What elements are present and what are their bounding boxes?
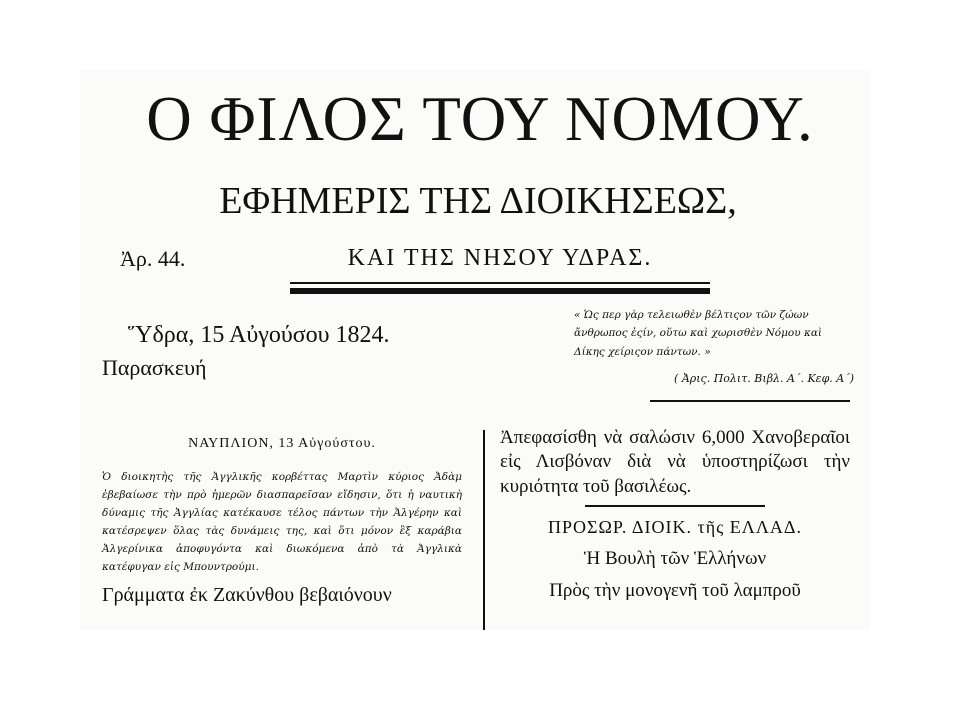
newspaper-title: Ο ΦΙΛΟΣ ΤΟΥ ΝΟΜΟΥ.	[146, 84, 814, 154]
address-line: Πρὸς τὴν μονογενῆ τοῦ λαμπροῦ	[549, 579, 801, 601]
left-column	[102, 436, 462, 608]
newspaper-page	[80, 70, 870, 630]
column-divider	[483, 430, 485, 630]
right-column	[500, 426, 850, 602]
article-zakynthos-start: Γράμματα ἐκ Ζακύνθου βεβαιόνουν	[102, 584, 392, 607]
motto-quote: « Ὡς περ γὰρ τελειωθὲν βέλτιςον τῶν ζώων ἄνθρωπος ἐςίν, οὕτω καὶ χωρισθὲν Νόμου καὶ Δίκης χείριςον πάντων. »	[574, 309, 823, 358]
masthead-rule-thin	[290, 282, 710, 284]
government-heading: ΠΡΟΣΩΡ. ΔΙΟΙΚ. τῆς ΕΛΛΑΔ.	[548, 516, 802, 537]
masthead-rule-thick	[290, 288, 710, 294]
council-line: Ἡ Βουλὴ τῶν Ἑλλήνων	[583, 547, 767, 569]
newspaper-subtitle-2: ΚΑΙ ΤΗΣ ΝΗΣΟΥ ΥΔΡΑΣ.	[347, 245, 653, 271]
newspaper-subtitle: ΕΦΗΜΕΡΙΣ ΤΗΣ ΔΙΟΙΚΗΣΕΩΣ,	[219, 180, 737, 222]
section-rule	[585, 505, 765, 507]
article-body-nafplion: Ὁ διοικητὴς τῆς Ἀγγλικῆς κορβέττας Μαρτὶν κύριος Ἀδὰμ ἐβεβαίωσε τὴν πρὸ ἡμερῶν διασπαρεῖσαν εἴδησιν, ὅτι ἡ ναυτικὴ δύναμις τῆς Ἀγγλίας κατέκαυσε τέλος πάντων τὴν Ἀλγέρην καὶ κατέσρεψεν ὅλας τὰς δυνάμεις της, καὶ ὅτι μόνον ἓξ καράβια Ἀλγερίνικα ἀποφυγόντα καὶ διωκόμενα ἀπὸ τὰ Ἀγγλικὰ κατέφυγαν εἰς Μπουντρούμι.	[102, 471, 462, 574]
article-body-lisbon: Ἀπεφασίσθη νὰ σαλώσιν 6,000 Χανοβεραῖοι εἰς Λισβόναν διὰ νὰ ὑποστηρίζωσι τὴν κυριότητα τοῦ βασιλέως.	[500, 427, 850, 497]
motto-citation: ( Ἀρις. Πολιτ. Βιβλ. Α΄. Κεφ. Α΄)	[674, 372, 854, 385]
day-name: Παρασκευή	[102, 355, 207, 380]
issue-number: Ἀρ. 44.	[120, 246, 186, 271]
dateline: Ὕδρα, 15 Αὐγούσου 1824.	[128, 322, 390, 348]
article-heading-nafplion: ΝΑΥΠΛΙΟΝ, 13 Αὐγούστου.	[188, 436, 376, 451]
motto-rule	[650, 400, 850, 402]
